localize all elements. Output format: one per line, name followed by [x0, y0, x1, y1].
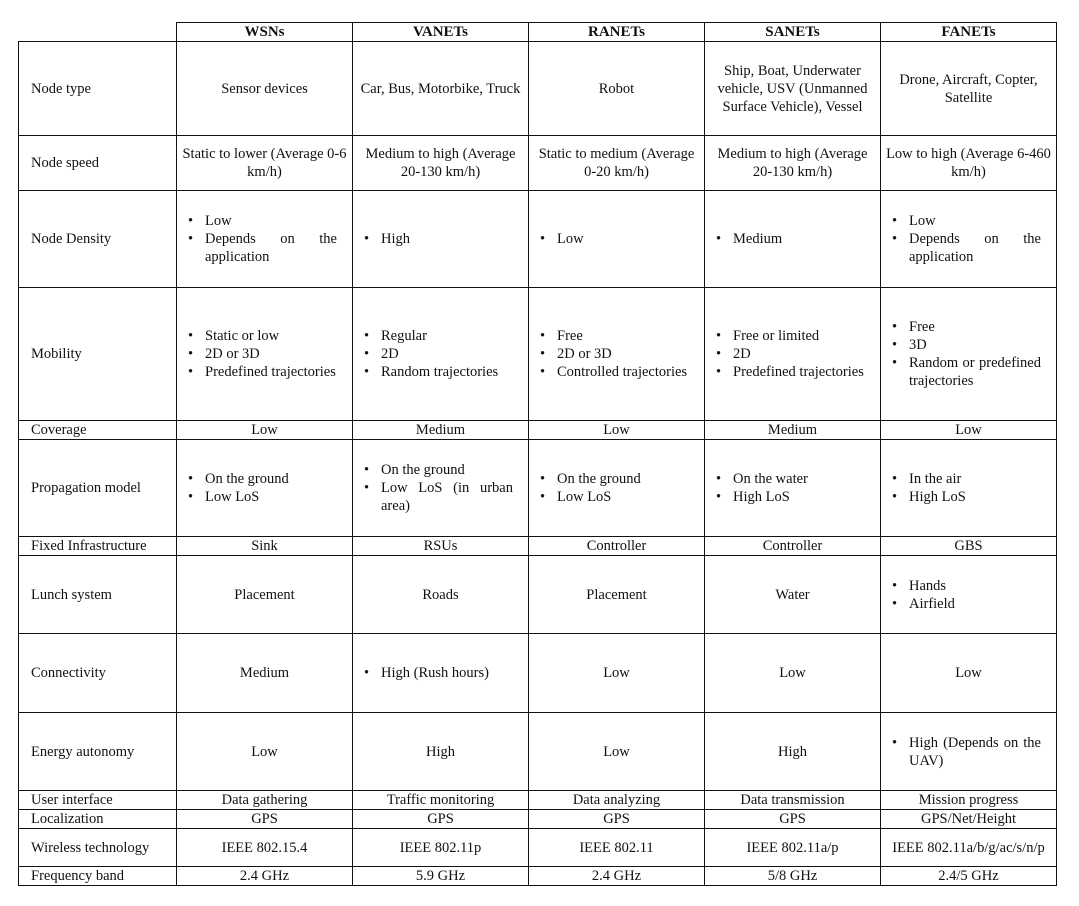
table-row	[19, 829, 1057, 867]
bullet-item: • High	[356, 230, 525, 248]
bullet-list	[356, 230, 525, 248]
bullet-item: • 2D or 3D	[532, 345, 701, 363]
table-cell: Static to medium (Average 0-20 km/h)	[529, 136, 705, 191]
bullet-item: • Low LoS	[180, 488, 349, 506]
table-cell: GPS/Net/Height	[881, 810, 1057, 829]
table-cell	[529, 440, 705, 537]
table-row	[19, 867, 1057, 886]
bullet-list	[356, 327, 525, 381]
table-cell	[881, 288, 1057, 421]
table-cell	[353, 191, 529, 288]
table-cell	[353, 440, 529, 537]
bullet-list	[708, 327, 877, 381]
table-cell: Medium	[177, 634, 353, 713]
table-cell: GBS	[881, 537, 1057, 556]
column-header: WSNs	[177, 23, 353, 42]
row-header: Frequency band	[19, 867, 177, 886]
bullet-list	[884, 577, 1053, 613]
bullet-item: • Controlled trajectories	[532, 363, 701, 381]
bullet-list	[356, 461, 525, 515]
table-cell: Drone, Aircraft, Copter, Satellite	[881, 42, 1057, 136]
table-cell: GPS	[705, 810, 881, 829]
bullet-item: • Low	[884, 212, 1053, 230]
column-header: RANETs	[529, 23, 705, 42]
table-cell: RSUs	[353, 537, 529, 556]
table-cell	[881, 191, 1057, 288]
table-row	[19, 421, 1057, 440]
table-cell: Medium to high (Average 20-130 km/h)	[353, 136, 529, 191]
table-cell: Low	[705, 634, 881, 713]
table-cell: Low	[529, 634, 705, 713]
bullet-item: • On the ground	[532, 470, 701, 488]
table-row	[19, 791, 1057, 810]
table-cell: Low	[177, 421, 353, 440]
bullet-item: • Airfield	[884, 595, 1053, 613]
row-header: Node speed	[19, 136, 177, 191]
table-cell	[705, 288, 881, 421]
table-cell: High	[705, 713, 881, 791]
table-row	[19, 537, 1057, 556]
table-cell: Low	[881, 421, 1057, 440]
table-row	[19, 556, 1057, 634]
row-header: Fixed Infrastructure	[19, 537, 177, 556]
table-cell	[177, 440, 353, 537]
row-header: Energy autonomy	[19, 713, 177, 791]
bullet-list	[532, 230, 701, 248]
table-cell: Car, Bus, Motorbike, Truck	[353, 42, 529, 136]
table-cell: GPS	[353, 810, 529, 829]
table-cell	[177, 288, 353, 421]
bullet-list	[180, 327, 349, 381]
bullet-item: • Low LoS	[532, 488, 701, 506]
row-header: Coverage	[19, 421, 177, 440]
table-cell	[881, 440, 1057, 537]
table-cell: Static to lower (Average 0-6 km/h)	[177, 136, 353, 191]
table-row	[19, 810, 1057, 829]
table-cell: 2.4/5 GHz	[881, 867, 1057, 886]
bullet-item: • On the ground	[180, 470, 349, 488]
row-header: Node type	[19, 42, 177, 136]
bullet-item: • Free	[884, 318, 1053, 336]
bullet-item: • Regular	[356, 327, 525, 345]
table-cell: Low	[177, 713, 353, 791]
table-cell	[353, 634, 529, 713]
row-header: Node Density	[19, 191, 177, 288]
table-cell: Data transmission	[705, 791, 881, 810]
bullet-list	[708, 230, 877, 248]
table-cell	[881, 556, 1057, 634]
bullet-item: • 3D	[884, 336, 1053, 354]
row-header: User interface	[19, 791, 177, 810]
bullet-item: • Free or limited	[708, 327, 877, 345]
bullet-item: • High LoS	[708, 488, 877, 506]
table-cell: GPS	[177, 810, 353, 829]
table-cell: 5/8 GHz	[705, 867, 881, 886]
table-cell: Water	[705, 556, 881, 634]
column-header: VANETs	[353, 23, 529, 42]
table-cell: IEEE 802.11p	[353, 829, 529, 867]
bullet-item: • High LoS	[884, 488, 1053, 506]
table-cell: Medium	[705, 421, 881, 440]
table-cell: IEEE 802.11	[529, 829, 705, 867]
table-row	[19, 634, 1057, 713]
row-header: Connectivity	[19, 634, 177, 713]
table-cell: Low	[529, 713, 705, 791]
table-cell	[529, 191, 705, 288]
table-row	[19, 713, 1057, 791]
bullet-item: • Random or predefined trajectories	[884, 354, 1053, 390]
bullet-item: • Static or low	[180, 327, 349, 345]
table-row	[19, 136, 1057, 191]
table-body	[19, 42, 1057, 886]
bullet-item: • On the water	[708, 470, 877, 488]
bullet-item: • Low LoS (in urban area)	[356, 479, 525, 515]
bullet-item: • Predefined trajectories	[708, 363, 877, 381]
bullet-item: • High (Rush hours)	[356, 664, 525, 682]
bullet-item: • Depends on the application	[884, 230, 1053, 266]
table-cell: Data gathering	[177, 791, 353, 810]
bullet-item: • 2D	[356, 345, 525, 363]
header-row	[19, 23, 1057, 42]
bullet-item: • High (Depends on the UAV)	[884, 734, 1053, 770]
bullet-list	[884, 734, 1053, 770]
corner-cell	[19, 23, 177, 42]
bullet-item: • Low	[180, 212, 349, 230]
bullet-item: • Low	[532, 230, 701, 248]
bullet-item: • 2D	[708, 345, 877, 363]
table-cell: Ship, Boat, Underwater vehicle, USV (Unmanned Surface Vehicle), Vessel	[705, 42, 881, 136]
table-cell: GPS	[529, 810, 705, 829]
table-cell: Sink	[177, 537, 353, 556]
table-cell: Medium to high (Average 20-130 km/h)	[705, 136, 881, 191]
bullet-list	[532, 470, 701, 506]
bullet-list	[884, 212, 1053, 266]
column-header: SANETs	[705, 23, 881, 42]
comparison-table	[18, 22, 1057, 886]
table-cell	[881, 713, 1057, 791]
bullet-item: • Predefined trajectories	[180, 363, 349, 381]
table-cell: IEEE 802.11a/b/g/ac/s/n/p	[881, 829, 1057, 867]
bullet-list	[180, 212, 349, 266]
bullet-item: • In the air	[884, 470, 1053, 488]
bullet-item: • Free	[532, 327, 701, 345]
table-cell: Sensor devices	[177, 42, 353, 136]
table-cell	[177, 191, 353, 288]
table-cell	[353, 288, 529, 421]
row-header: Localization	[19, 810, 177, 829]
row-header: Wireless technology	[19, 829, 177, 867]
bullet-list	[532, 327, 701, 381]
table-cell	[705, 191, 881, 288]
bullet-item: • Medium	[708, 230, 877, 248]
bullet-list	[708, 470, 877, 506]
table-cell: Data analyzing	[529, 791, 705, 810]
table-row	[19, 288, 1057, 421]
table-cell	[529, 288, 705, 421]
table-cell: Roads	[353, 556, 529, 634]
bullet-list	[884, 470, 1053, 506]
row-header: Lunch system	[19, 556, 177, 634]
table-cell: Controller	[529, 537, 705, 556]
row-header: Mobility	[19, 288, 177, 421]
table-row	[19, 42, 1057, 136]
bullet-list	[884, 318, 1053, 390]
table-row	[19, 440, 1057, 537]
table-cell: Placement	[529, 556, 705, 634]
table-cell: Medium	[353, 421, 529, 440]
table-cell: 2.4 GHz	[529, 867, 705, 886]
table-cell: Traffic monitoring	[353, 791, 529, 810]
table-cell: High	[353, 713, 529, 791]
table-cell: Placement	[177, 556, 353, 634]
table-cell: Low	[529, 421, 705, 440]
bullet-list	[356, 664, 525, 682]
column-header: FANETs	[881, 23, 1057, 42]
bullet-item: • Depends on the application	[180, 230, 349, 266]
table-row	[19, 191, 1057, 288]
table-cell: Robot	[529, 42, 705, 136]
table-cell: 2.4 GHz	[177, 867, 353, 886]
table-cell: Mission progress	[881, 791, 1057, 810]
table-cell: IEEE 802.11a/p	[705, 829, 881, 867]
bullet-item: • Hands	[884, 577, 1053, 595]
table-cell	[705, 440, 881, 537]
bullet-item: • Random trajectories	[356, 363, 525, 381]
bullet-list	[180, 470, 349, 506]
table-cell: IEEE 802.15.4	[177, 829, 353, 867]
bullet-item: • 2D or 3D	[180, 345, 349, 363]
table-cell: Controller	[705, 537, 881, 556]
bullet-item: • On the ground	[356, 461, 525, 479]
row-header: Propagation model	[19, 440, 177, 537]
table-cell: Low to high (Average 6-460 km/h)	[881, 136, 1057, 191]
table-cell: Low	[881, 634, 1057, 713]
table-cell: 5.9 GHz	[353, 867, 529, 886]
